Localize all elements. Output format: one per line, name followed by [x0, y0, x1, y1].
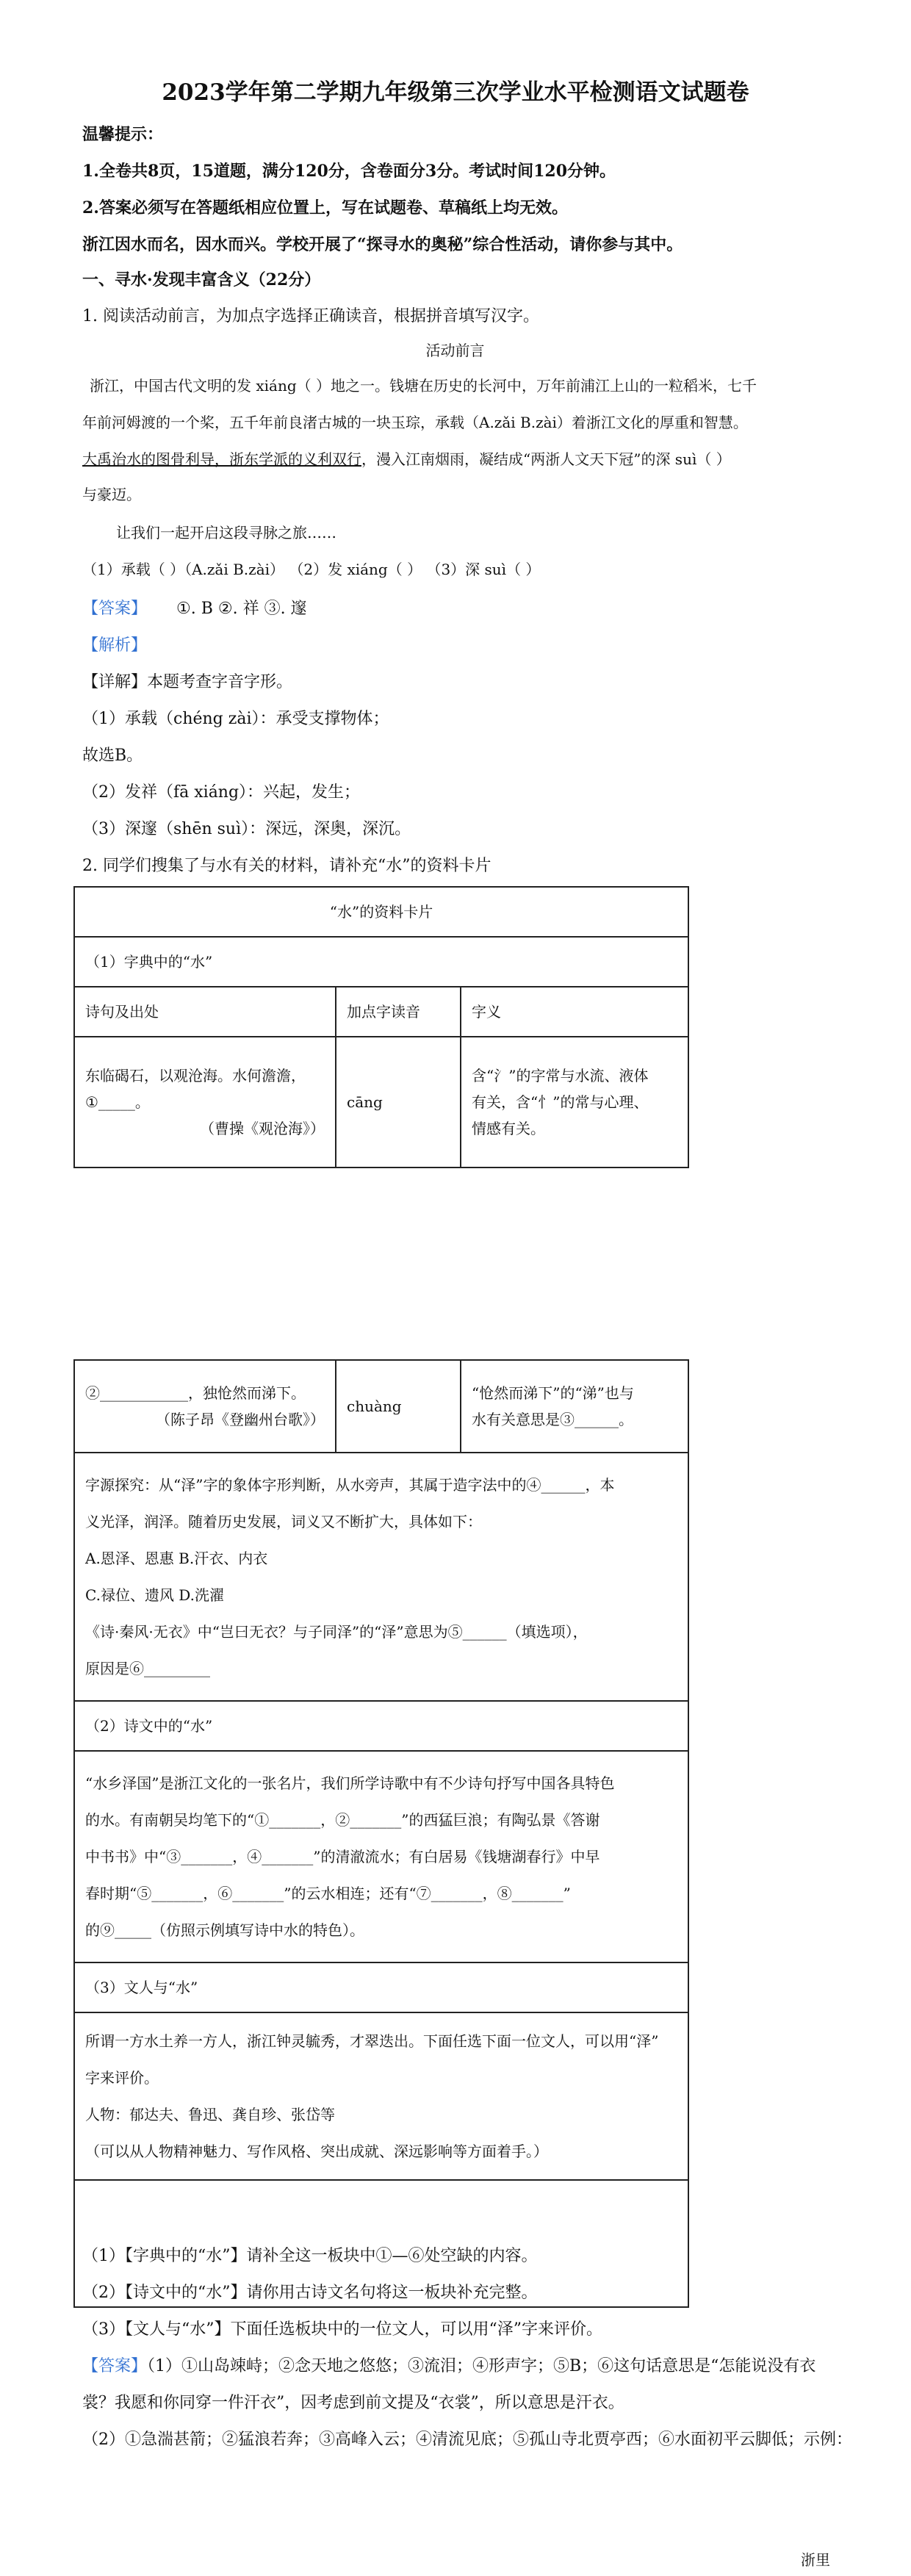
q2-prompt: 2. 同学们搜集了与水有关的材料，请补充“水”的资料卡片 [82, 857, 491, 875]
q1-detail-4: （3）深邃（shēn suì）：深远，深奥，深沉。 [82, 820, 411, 838]
col-header-poem: 诗句及出处 [74, 987, 336, 1037]
col-header-pinyin: 加点字读音 [336, 987, 461, 1037]
preface-line-1: 浙江，中国古代文明的发 xiáng（ ）地之一。钱塘在历史的长河中，万年前浦江上山的一粒稻米，七千 [90, 377, 757, 395]
q2-answer-2: 裳？我愿和你同穿一件汗衣”，因考虑到前文提及“衣裳”，所以意思是汗衣。 [82, 2394, 624, 2412]
tips-line-2: 2.答案必须写在答题纸相应位置上，写在试题卷、草稿纸上均无效。 [82, 198, 568, 217]
row-1-poem: 东临碣石，以观沧海。水何澹澹， ①_____。 （曹操《观沧海》） [74, 1037, 336, 1168]
answer-label: 【答案】 [82, 2357, 148, 2375]
q1-detail-3: （2）发祥（fā xiáng）：兴起，发生； [82, 783, 361, 802]
answer-label: 【答案】 [82, 600, 148, 618]
row-2-poem: ②____________，独怆然而涕下。 （陈子昂《登幽州台歌》） [74, 1360, 336, 1453]
q1-options: （1）承载（ ）（A.zǎi B.zài） （2）发 xiáng（ ） （3）深 suì（ ） [82, 561, 541, 578]
tips-heading: 温馨提示： [82, 125, 164, 144]
page-title: 2023学年第二学期九年级第三次学业水平检测语文试题卷 [162, 79, 749, 106]
preface-line-3 [82, 448, 828, 470]
preface-line-2: 年前河姆渡的一个桨，五千年前良渚古城的一块玉琮，承载（A.zǎi B.zài）着浙江文化的厚重和智慧。 [82, 414, 748, 431]
section-1-heading: 一、寻水·发现丰富含义（22分） [82, 270, 321, 289]
card-title: “水”的资料卡片 [74, 887, 688, 937]
tips-line-1: 1.全卷共8页，15道题，满分120分，含卷面分3分。考试时间120分钟。 [82, 162, 616, 181]
col-header-meaning: 字义 [461, 987, 688, 1037]
row-2-meaning: “怆然而涕下”的“涕”也与 水有关意思是③______。 [461, 1360, 688, 1453]
q2-task-1: （1）【字典中的“水”】请补全这一板块中①—⑥处空缺的内容。 [82, 2247, 538, 2265]
q1-analysis-label: 【解析】 [82, 636, 148, 655]
row-1-pinyin: cāng [336, 1037, 461, 1168]
section-2-body: “水乡泽国”是浙江文化的一张名片，我们所学诗歌中有不少诗句抒写中国各具特色 的水。有南朝吴均笔下的“①_______，②_______”的西猛巨浪；有陶弘景《答谢 中书书》中“③_______，④_______”的清澈流水；有白居易《钱塘湖春行》中早 春时期“⑤_______，⑥_______”的云水相连；还有“⑦_______，⑧_______” 的⑨_____（仿照示例填写诗中水的特色）。 [74, 1751, 688, 1962]
q1-answer-text: ①. B ②. 祥 ③. 邃 [176, 600, 307, 618]
q2-task-3: （3）【文人与“水”】下面任选板块中的一位文人，可以用“泽”字来评价。 [82, 2320, 602, 2339]
q2-answer-3: （2）①急湍甚箭；②猛浪若奔；③高峰入云；④清流见底；⑤孤山寺北贾亭西；⑥水面初平云脚低；示例： [82, 2431, 853, 2449]
q2-task-2: （2）【诗文中的“水”】请你用古诗文名句将这一板块补充完整。 [82, 2284, 538, 2302]
row-1-meaning: 含“氵”的字常与水流、液体 有关，含“忄”的常与心理、 情感有关。 [461, 1037, 688, 1168]
q1-prompt: 1. 阅读活动前言，为加点字选择正确读音，根据拼音填写汉字。 [82, 307, 539, 325]
q1-answer [82, 598, 828, 620]
q2-answer-1: 【答案】（1）①山岛竦峙；②念天地之悠悠；③流泪；④形声字；⑤B；⑥这句话意思是“怎能说没有衣 [82, 2357, 816, 2375]
ze-etymology: 字源探究：从“泽”字的象体字形判断，从水旁声，其属于造字法中的④______，本 义光泽，润泽。随着历史发展，词义又不断扩大，具体如下： A.恩泽、恩惠 B.汗衣、内衣 C.禄位、遗风 D.洗濯 《诗·秦风·无衣》中“岂曰无衣？与子同泽”的“泽”意思为⑤______（填选项）， 原因是⑥_________ [74, 1453, 688, 1701]
q1-detail-2: 故选B。 [82, 746, 143, 765]
data-card-table-top [73, 886, 689, 1168]
footer-mark: 浙里 [801, 2551, 830, 2569]
preface-underlined: 大禹治水的图骨利导，浙东学派的义利双行 [82, 450, 361, 468]
activity-intro: 浙江因水而名，因水而兴。学校开展了“探寻水的奥秘”综合性活动，请你参与其中。 [82, 235, 683, 254]
preface-title: 活动前言 [425, 342, 485, 359]
preface-line-5: 让我们一起开启这段寻脉之旅…… [116, 524, 336, 542]
preface-line-4: 与豪迈。 [82, 486, 141, 503]
data-card-table-bottom [73, 1359, 689, 2308]
card-section-3-title: （3）文人与“水” [74, 1962, 688, 2012]
card-section-1-title: （1）字典中的“水” [74, 937, 688, 987]
card-section-2-title: （2）诗文中的“水” [74, 1701, 688, 1751]
preface-line-3-rest: ，漫入江南烟雨，凝结成“两浙人文天下冠”的深 suì（ ） [361, 450, 731, 468]
q1-detail-1: （1）承载（chéng zài）：承受支撑物体； [82, 710, 389, 728]
section-3-body: 所谓一方水土养一方人，浙江钟灵毓秀，才翠迭出。下面任选下面一位文人，可以用“泽” 字来评价。 人物：郁达夫、鲁迅、龚自珍、张岱等 （可以从人物精神魅力、写作风格、突出成就、深远影响等方面着手。） [74, 2012, 688, 2180]
q1-detail: 【详解】本题考查字音字形。 [82, 673, 293, 691]
row-2-pinyin: chuàng [336, 1360, 461, 1453]
